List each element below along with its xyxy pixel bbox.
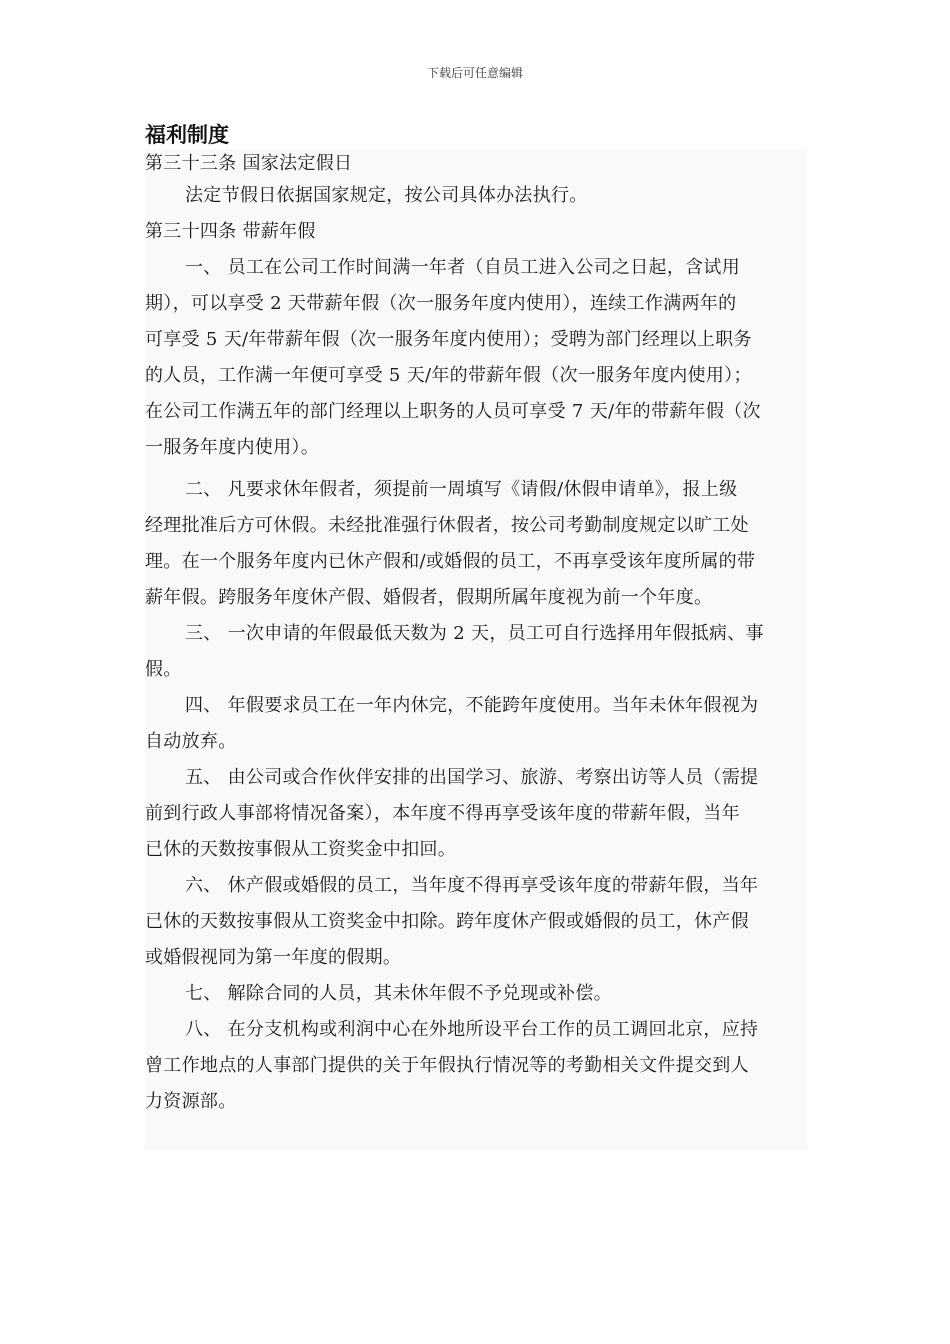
page-header-note: 下载后可任意编辑: [426, 66, 523, 80]
paragraph-line: 八、 在分支机构或利润中心在外地所设平台工作的员工调回北京，应持: [185, 1019, 759, 1040]
article-33-heading: 第三十三条 国家法定假日: [145, 153, 353, 174]
paragraph-line: 二、 凡要求休年假者，须提前一周填写《请假/休假申请单》，报上级: [185, 479, 738, 500]
article-34-item-4: [145, 688, 807, 760]
article-33-body: [145, 178, 807, 214]
paragraph-line: 法定节假日依据国家规定，按公司具体办法执行。: [185, 185, 588, 206]
paragraph-line: 一服务年度内使用）。: [145, 437, 319, 458]
paragraph-line: 曾工作地点的人事部门提供的关于年假执行情况等的考勤相关文件提交到人: [145, 1055, 749, 1076]
article-34-item-5: [145, 760, 807, 868]
paragraph-line: 四、 年假要求员工在一年内休完，不能跨年度使用。当年未休年假视为: [185, 695, 759, 716]
paragraph-line: 力资源部。: [145, 1091, 237, 1112]
paragraph-line: 一、 员工在公司工作时间满一年者（自员工进入公司之日起，含试用: [185, 257, 741, 278]
document-body: [145, 149, 807, 1150]
paragraph-line: 自动放弃。: [145, 731, 237, 752]
paragraph-line: 五、 由公司或合作伙伴安排的出国学习、旅游、考察出访等人员（需提: [185, 767, 759, 788]
paragraph-line: 或婚假视同为第一年度的假期。: [145, 947, 402, 968]
paragraph-line: 六、 休产假或婚假的员工，当年度不得再享受该年度的带薪年假，当年: [185, 875, 759, 896]
paragraph-line: 在公司工作满五年的部门经理以上职务的人员可享受 7 天/年的带薪年假（次: [145, 401, 761, 422]
article-34-item-7: [145, 976, 807, 1012]
paragraph-line: 期），可以享受 2 天带薪年假（次一服务年度内使用），连续工作满两年的: [145, 293, 737, 314]
paragraph-line: 已休的天数按事假从工资奖金中扣回。: [145, 839, 457, 860]
paragraph-line: 前到行政人事部将情况备案），本年度不得再享受该年度的带薪年假，当年: [145, 803, 740, 824]
article-34-item-2: [145, 472, 807, 616]
article-34-item-3: [145, 616, 807, 688]
document-title: 福利制度: [145, 123, 229, 147]
paragraph-line: 理。在一个服务年度内已休产假和/或婚假的员工，不再享受该年度所属的带: [145, 551, 756, 572]
paragraph-line: 七、 解除合同的人员，其未休年假不予兑现或补偿。: [185, 983, 612, 1004]
paragraph-line: 已休的天数按事假从工资奖金中扣除。跨年度休产假或婚假的员工，休产假: [145, 911, 749, 932]
article-34-item-6: [145, 868, 807, 976]
paragraph-line: 可享受 5 天/年带薪年假（次一服务年度内使用）；受聘为部门经理以上职务: [145, 329, 752, 350]
article-34-item-1: [145, 250, 807, 466]
paragraph-line: 假。: [145, 659, 182, 680]
paragraph-line: 三、 一次申请的年假最低天数为 2 天，员工可自行选择用年假抵病、事: [185, 623, 764, 644]
paragraph-line: 的人员，工作满一年便可享受 5 天/年的带薪年假（次一服务年度内使用）；: [145, 365, 752, 386]
paragraph-line: 薪年假。跨服务年度休产假、婚假者，假期所属年度视为前一个年度。: [145, 587, 713, 608]
article-34-item-8: [145, 1012, 807, 1120]
paragraph-line: 经理批准后方可休假。未经批准强行休假者，按公司考勤制度规定以旷工处: [145, 515, 749, 536]
article-34-heading: 第三十四条 带薪年假: [145, 221, 316, 242]
